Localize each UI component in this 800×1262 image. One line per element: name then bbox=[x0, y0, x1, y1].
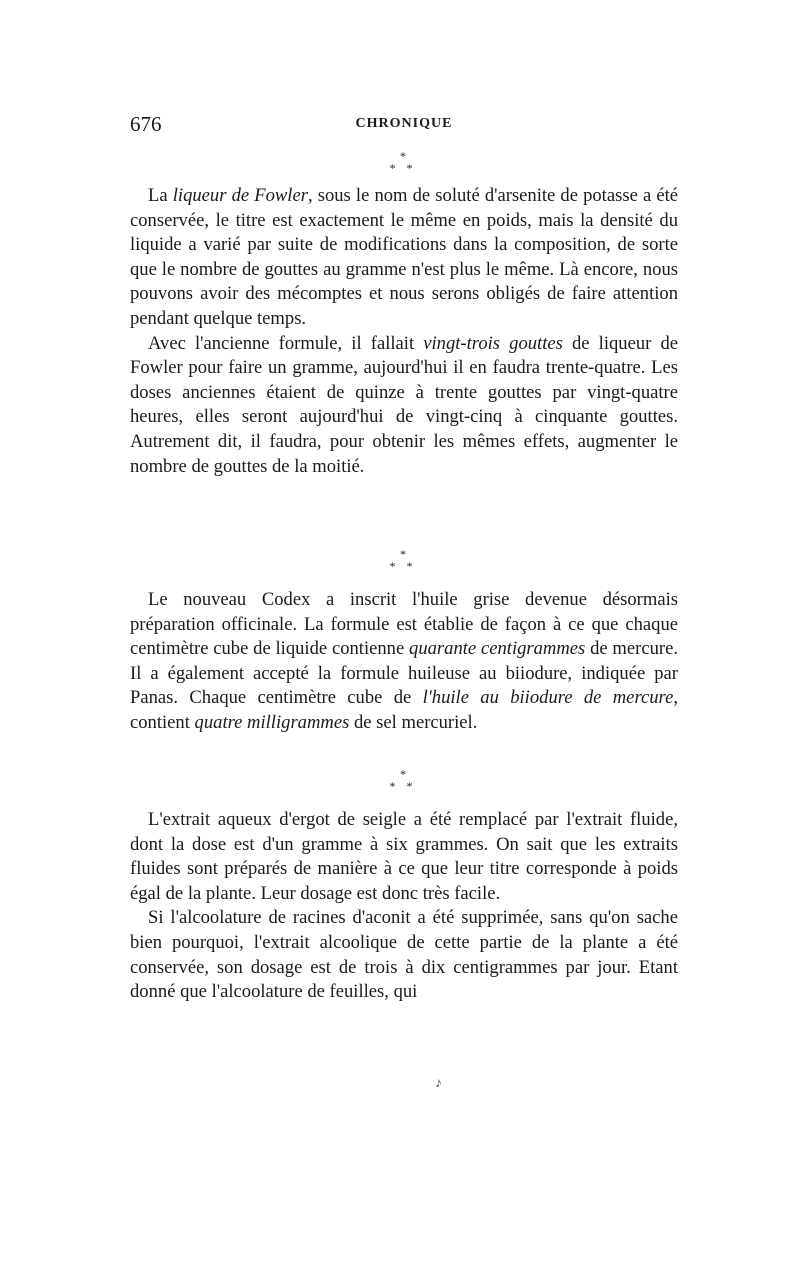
italic-term: liqueur de Fowler bbox=[172, 185, 308, 206]
page-number: 676 bbox=[130, 112, 162, 136]
section-codex bbox=[130, 588, 678, 736]
section-separator bbox=[378, 548, 428, 572]
ink-mark: ♪ bbox=[435, 1076, 442, 1091]
paragraph: L'extrait aqueux d'ergot de seigle a été remplacé par l'extrait fluide, dont la dose est d'un gramme à six grammes. On sait que les extraits fluides sont préparés de manière à ce que leur titre corresponde à poids égal de la plante. Leur dosage est donc très facile. bbox=[130, 809, 678, 904]
asterism-star: * bbox=[400, 547, 406, 561]
section-extraits bbox=[130, 808, 678, 1005]
italic-term: quarante centigrammes bbox=[409, 638, 586, 660]
text-run: La bbox=[148, 185, 173, 206]
paragraph bbox=[130, 184, 678, 332]
section-separator bbox=[378, 768, 428, 792]
asterism-star: * bbox=[400, 149, 406, 163]
paragraph: Si l'alcoolature de racines d'aconit a été supprimée, sans qu'on sache bien pourquoi, l'extrait alcoolique de cette partie de la plante a été conservée, son dosage est de trois à dix centigrammes par jour. Etant donné que l'alcoolature de feuilles, qui bbox=[130, 907, 678, 1003]
text-run: Avec l'ancienne formule, il fallait bbox=[148, 332, 424, 354]
text-run: de liqueur de Fowler pour faire un gramme, aujourd'hui il en faudra trente-quatre. Les doses anciennes étaient de quinze à trente gouttes par vingt-quatre heures, elles seront aujourd'hui de vingt-cinq à cinquante gouttes. Autrement dit, il faudra, pour obtenir les mêmes effets, augmenter le nombre de gouttes de la moitié. bbox=[130, 332, 679, 477]
text-run: de sel mercuriel. bbox=[349, 711, 478, 733]
running-title: CHRONIQUE bbox=[355, 116, 453, 131]
section-separator bbox=[378, 150, 428, 174]
italic-term: quatre milligrammes bbox=[194, 711, 350, 733]
asterism-star: * bbox=[400, 767, 406, 781]
italic-term: l'huile au biiodure de mercure bbox=[422, 687, 674, 709]
paragraph bbox=[130, 332, 678, 480]
asterism-pair: * * bbox=[389, 161, 417, 175]
text-run: de mercure. Il a également accepté la formule huileuse au biiodure, indiquée par Panas. Chaque centimètre cube de bbox=[130, 638, 678, 709]
asterism-pair: * * bbox=[389, 779, 417, 793]
section-fowler bbox=[130, 184, 678, 479]
text-run: , contient bbox=[130, 687, 678, 733]
text-run: , sous le nom de soluté d'arsenite de potasse a été conservée, le titre est exactement le même en poids, mais la densité du liquide a varié par suite de modifications dans la composition, de sorte que le nombre de gouttes au gramme n'est plus le même. Là encore, nous pouvons avoir des mécomptes et nous serons obligés de faire attention pendant quelque temps. bbox=[130, 185, 678, 329]
italic-term: vingt-trois gouttes bbox=[423, 332, 563, 354]
text-run: Le nouveau Codex a inscrit l'huile grise devenue désormais préparation officinale. La formule est établie de façon à ce que chaque centimètre cube de liquide contienne bbox=[130, 589, 678, 660]
paragraph bbox=[130, 588, 678, 736]
asterism-pair: * * bbox=[389, 559, 417, 573]
page-header bbox=[130, 112, 678, 140]
